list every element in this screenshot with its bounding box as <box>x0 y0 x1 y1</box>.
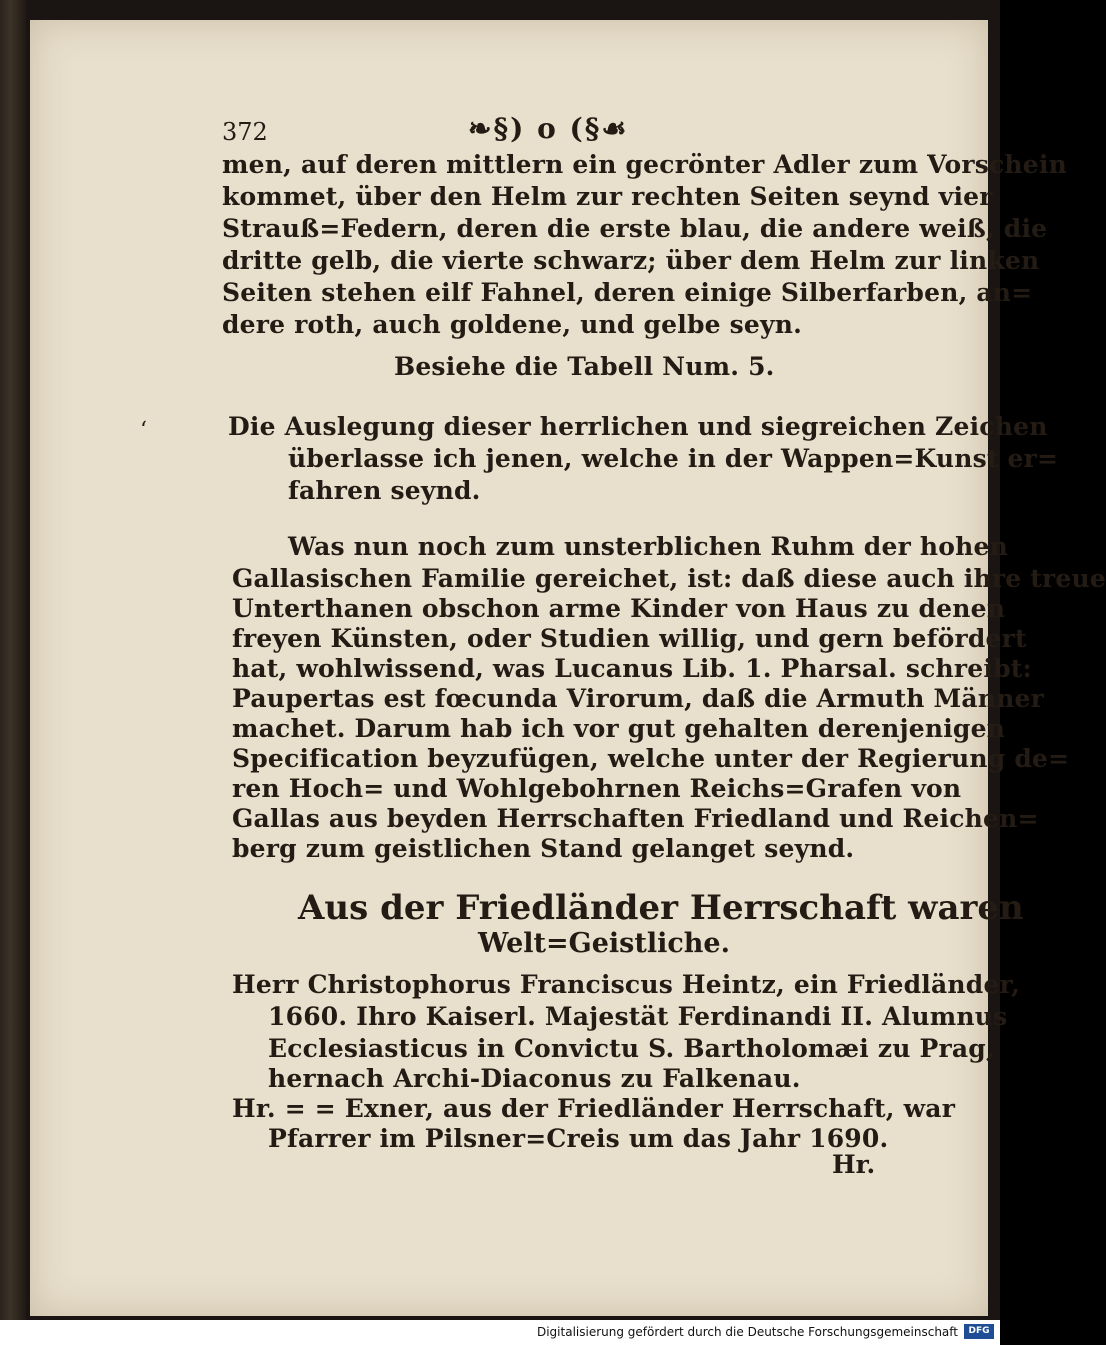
text-line: machet. Darum hab ich vor gut gehalten derenjenigen <box>232 714 1006 743</box>
text-line: Specification beyzufügen, welche unter der Regierung de= <box>232 744 1070 773</box>
text-line: men, auf deren mittlern ein gecrönter Adler zum Vorschein <box>222 150 1067 179</box>
text-line: fahren seynd. <box>288 476 481 505</box>
text-line: hat, wohlwissend, was Lucanus Lib. 1. Pharsal. schreibt: <box>232 654 1032 683</box>
text-line: überlasse ich jenen, welche in der Wappen=Kunst er= <box>288 444 1059 473</box>
text-line: Gallas aus beyden Herrschaften Friedland und Reichen= <box>232 804 1039 833</box>
text-line: ren Hoch= und Wohlgebohrnen Reichs=Grafen von <box>232 774 962 803</box>
text-line: Hr. = = Exner, aus der Friedländer Herrschaft, war <box>232 1094 956 1123</box>
margin-mark: ʻ <box>140 418 147 443</box>
text-line: Ecclesiasticus in Convictu S. Bartholomæi zu Prag, <box>268 1034 995 1063</box>
text-line: Strauß=Federn, deren die erste blau, die andere weiß, die <box>222 214 1048 243</box>
text-line: Paupertas est fœcunda Virorum, daß die Armuth Männer <box>232 684 1045 713</box>
text-line: Gallasischen Familie gereichet, ist: daß diese auch ihre treue <box>232 564 1106 593</box>
text-line: dritte gelb, die vierte schwarz; über dem Helm zur linken <box>222 246 1040 275</box>
text-line: berg zum geistlichen Stand gelanget seynd. <box>232 834 855 863</box>
section-heading: Aus der Friedländer Herrschaft waren <box>298 888 1024 928</box>
text-line: kommet, über den Helm zur rechten Seiten seynd vier <box>222 182 993 211</box>
text-line: freyen Künsten, oder Studien willig, und gern befördert <box>232 624 1027 653</box>
section-subheading: Welt=Geistliche. <box>478 928 730 959</box>
text-line: Die Auslegung dieser herrlichen und siegreichen Zeichen <box>228 412 1048 441</box>
footer-bar <box>0 1320 1000 1345</box>
running-head-ornament: ❧§) o (§☙ <box>468 112 629 145</box>
text-line: dere roth, auch goldene, und gelbe seyn. <box>222 310 803 339</box>
book-spine <box>0 0 26 1320</box>
text-line: 1660. Ihro Kaiserl. Majestät Ferdinandi II. Alumnus <box>268 1002 1008 1031</box>
text-line: Unterthanen obschon arme Kinder von Haus zu denen <box>232 594 1006 623</box>
text-line: Pfarrer im Pilsner=Creis um das Jahr 1690. <box>268 1124 889 1153</box>
footer-credit: Digitalisierung gefördert durch die Deutsche Forschungsgemeinschaft <box>536 1325 958 1339</box>
page-number: 372 <box>222 118 268 146</box>
text-line: Herr Christophorus Franciscus Heintz, ein Friedländer, <box>232 970 1021 999</box>
text-line: Was nun noch zum unsterblichen Ruhm der hohen <box>288 532 1008 561</box>
text-line: Seiten stehen eilf Fahnel, deren einige Silberfarben, an= <box>222 278 1033 307</box>
dfg-logo: DFG <box>964 1324 994 1339</box>
text-line: hernach Archi-Diaconus zu Falkenau. <box>268 1064 801 1093</box>
catchword: Hr. <box>832 1150 876 1179</box>
table-reference: Besiehe die Tabell Num. 5. <box>394 352 775 381</box>
